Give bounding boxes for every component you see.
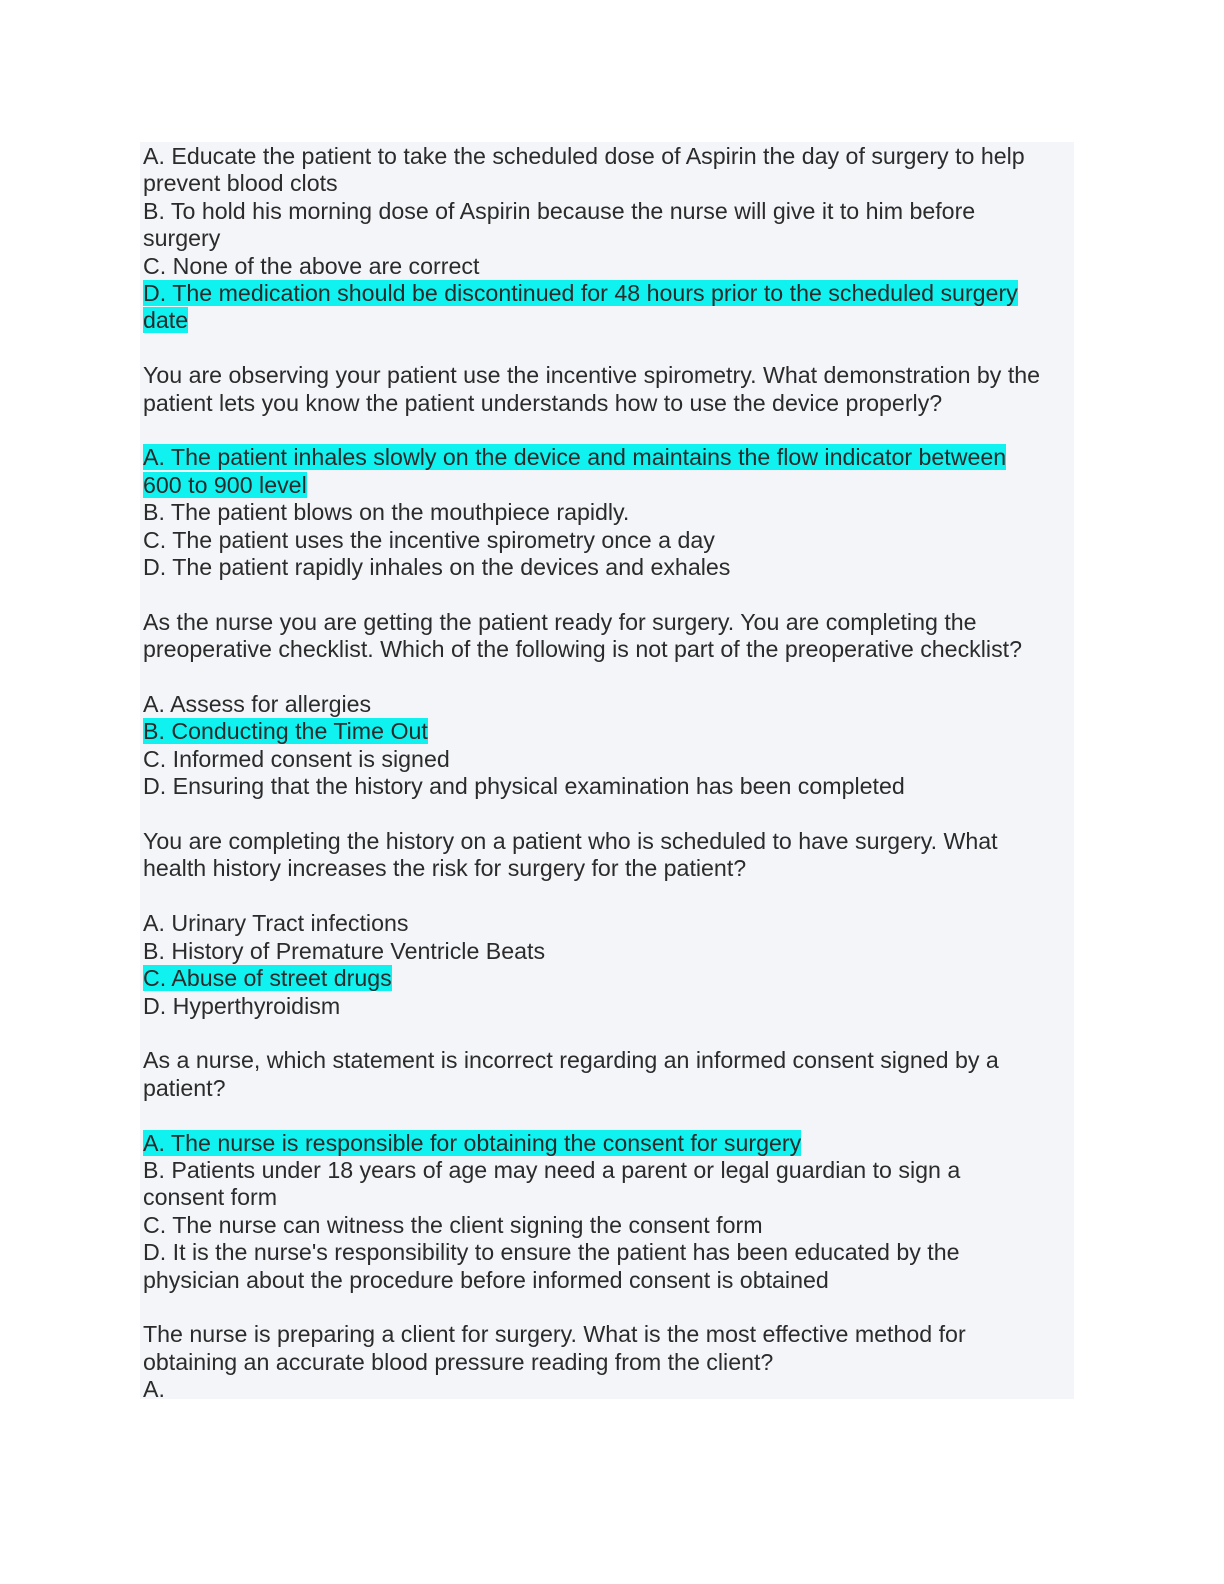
- answer-option-line: consent form: [143, 1184, 278, 1211]
- question-stem-line: The nurse is preparing a client for surgery. What is the most effective method for: [143, 1321, 966, 1348]
- question-block: [143, 828, 1073, 1020]
- question-block: [143, 1321, 1073, 1403]
- correct-answer-highlight: date: [143, 307, 189, 334]
- question-block: [143, 1047, 1073, 1294]
- question-stem-line: patient?: [143, 1074, 226, 1101]
- answer-option-line: C. The patient uses the incentive spirometry once a day: [143, 526, 715, 553]
- answer-option-line: C. The nurse can witness the client signing the consent form: [143, 1211, 763, 1238]
- answer-option-line: D. Hyperthyroidism: [143, 992, 341, 1019]
- question-stem-line: health history increases the risk for surgery for the patient?: [143, 855, 747, 882]
- question-block: [143, 143, 1073, 335]
- quiz-text: [143, 143, 1073, 1404]
- question-stem-line: You are completing the history on a patient who is scheduled to have surgery. What: [143, 828, 998, 855]
- answer-option-line: B. History of Premature Ventricle Beats: [143, 937, 546, 964]
- correct-answer-highlight: 600 to 900 level: [143, 471, 307, 498]
- answer-option-line: prevent blood clots: [143, 170, 338, 197]
- answer-option-line: D. It is the nurse's responsibility to ensure the patient has been educated by the: [143, 1239, 960, 1266]
- answer-option-line: B. To hold his morning dose of Aspirin because the nurse will give it to him before: [143, 197, 976, 224]
- question-block: [143, 609, 1073, 801]
- answer-option-line: A. Urinary Tract infections: [143, 910, 409, 937]
- answer-option-line: B. Patients under 18 years of age may need a parent or legal guardian to sign a: [143, 1156, 961, 1183]
- answer-option-line: C. Informed consent is signed: [143, 745, 450, 772]
- question-block: [143, 362, 1073, 581]
- correct-answer-highlight: D. The medication should be discontinued for 48 hours prior to the scheduled surgery: [143, 280, 1018, 307]
- question-stem-line: obtaining an accurate blood pressure reading from the client?: [143, 1348, 774, 1375]
- answer-option-line: C. None of the above are correct: [143, 252, 480, 279]
- question-stem-line: As the nurse you are getting the patient ready for surgery. You are completing the: [143, 608, 977, 635]
- answer-option-line: D. Ensuring that the history and physical examination has been completed: [143, 773, 905, 800]
- answer-option-line: A. Assess for allergies: [143, 691, 372, 718]
- question-stem-line: patient lets you know the patient understands how to use the device properly?: [143, 389, 943, 416]
- answer-option-line: physician about the procedure before informed consent is obtained: [143, 1266, 829, 1293]
- correct-answer-highlight: B. Conducting the Time Out: [143, 718, 428, 745]
- answer-option-line: D. The patient rapidly inhales on the devices and exhales: [143, 554, 731, 581]
- answer-option-line: B. The patient blows on the mouthpiece rapidly.: [143, 499, 630, 526]
- correct-answer-highlight: A. The patient inhales slowly on the device and maintains the flow indicator between: [143, 444, 1007, 471]
- correct-answer-highlight: A. The nurse is responsible for obtaining the consent for surgery: [143, 1129, 802, 1156]
- question-stem-line: You are observing your patient use the incentive spirometry. What demonstration by the: [143, 362, 1041, 389]
- question-stem-line: preoperative checklist. Which of the following is not part of the preoperative checklist?: [143, 636, 1022, 663]
- answer-option-line: A.: [143, 1376, 165, 1403]
- answer-option-line: A. Educate the patient to take the scheduled dose of Aspirin the day of surgery to help: [143, 143, 1025, 169]
- correct-answer-highlight: C. Abuse of street drugs: [143, 965, 392, 992]
- answer-option-line: surgery: [143, 225, 221, 252]
- question-stem-line: As a nurse, which statement is incorrect regarding an informed consent signed by a: [143, 1047, 999, 1074]
